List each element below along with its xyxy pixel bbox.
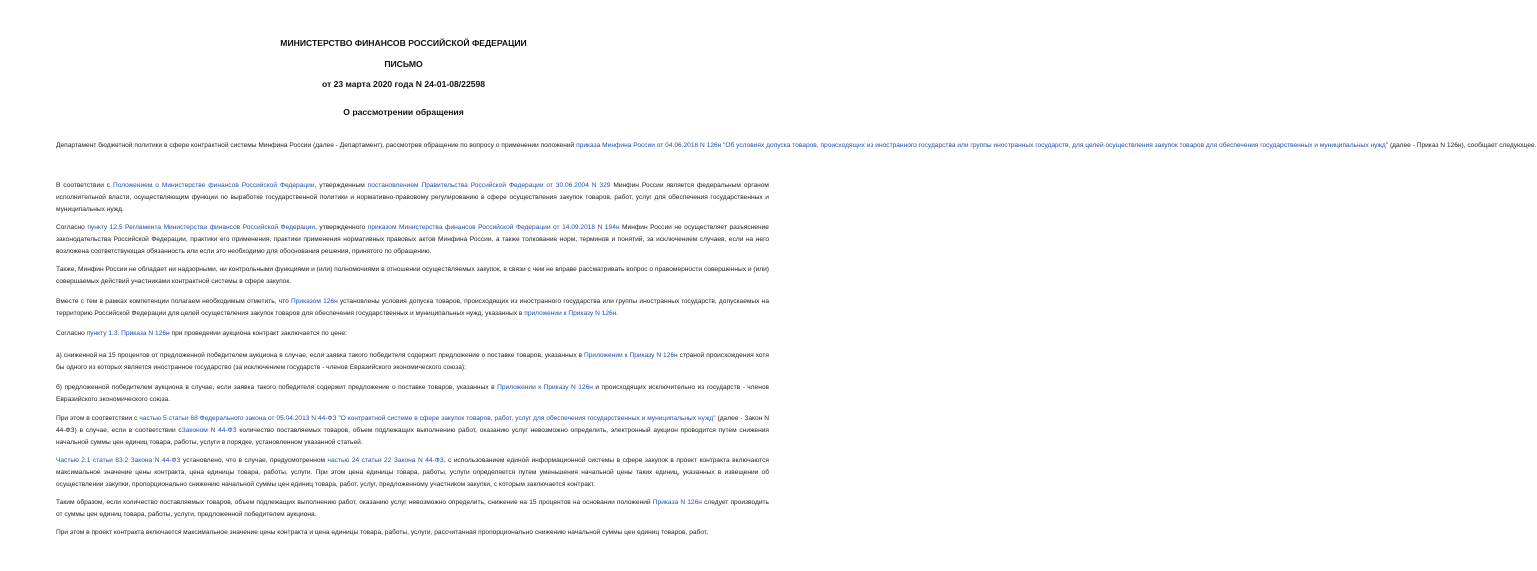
- paragraph-6: [38, 328, 769, 340]
- paragraph-8-text-b: и происходящих исключительно из государств - членов Евразийского экономического союза.: [56, 384, 770, 404]
- paragraph-3-text-b: , утвержденного: [315, 224, 366, 231]
- paragraph-4-text: Также, Минфин России не обладает ни надзорными, ни контрольными функциями и (или) полномочиями в отношении осуществляемых закупок, в связи с чем не вправе рассматривать вопрос о правомерности совершенных и (или) совершаемых действий участниками контрактной системы в сфере закупок.: [56, 266, 769, 286]
- paragraph-8: [38, 382, 769, 406]
- law-44fz-art22-link[interactable]: частью 24 статьи 22 Закона N 44-ФЗ: [327, 457, 444, 464]
- paragraph-5-text-a: Вместе с тем в рамках компетенции полагаем необходимым отметить, что: [56, 298, 289, 305]
- paragraph-7: [38, 350, 769, 374]
- paragraph-9-text-a: При этом в соответствии с: [56, 415, 138, 422]
- paragraph-7-text-b: страной происхождения хотя бы одного из которых является иностранное государство (за исключением государств - членов Евразийского экономического союза);: [56, 352, 769, 372]
- law-44fz-art83-2-link[interactable]: Частью 2.1 статьи 83.2 Закона N 44-ФЗ: [56, 457, 181, 464]
- order-126n-link[interactable]: приказа Минфина России от 04.06.2018 N 126н "Об условиях допуска товаров, происходящих из иностранного государства или группы иностранных государств, для целей осуществления закупок товаров для обеспечения государственных и муниципальных нужд": [576, 142, 1389, 149]
- paragraph-5-text-c: .: [616, 310, 619, 318]
- paragraph-11-text-a: Таким образом, если количество поставляемых товаров, объем подлежащих выполнению работ, оказанию услуг невозможно определить, снижение на 15 процентов на основании положений: [56, 499, 651, 506]
- document-type: ПИСЬМО: [384, 59, 423, 69]
- paragraph-3-text-a: Согласно: [56, 224, 85, 231]
- paragraph-1: [38, 140, 1537, 152]
- paragraph-4: [38, 264, 769, 288]
- document-date-number: от 23 марта 2020 года N 24-01-08/22598: [321, 79, 486, 89]
- paragraph-2: [38, 180, 769, 216]
- order-126n-appendix-link-2[interactable]: Приложении к Приказу N 126н: [584, 352, 678, 359]
- paragraph-10-text-b: , с использованием единой информационной системы в сфере закупок в проект контракта включаются максимальное значение цены контракта, цена единицы товара, работы, услуги. При этом цена единицы товара, работы, услуги определяется путем уменьшения начальной цены таких единиц, указанных в извещении об осуществлении закупки, пропорционально снижению начальной суммы цен единиц товара, работ, услуг, предложенному участником закупки, с которым заключается контракт.: [56, 457, 769, 489]
- paragraph-11: [38, 497, 769, 521]
- paragraph-6-text-b: при проведении аукциона контракт заключается по цене:: [171, 330, 348, 337]
- paragraph-2-text-c: Минфин России является федеральным органом исполнительной власти, осуществляющим функции по выработке государственной политики и нормативно-правовому регулированию в сфере осуществления закупок товаров, работ, услуг для обеспечения государственных и муниципальных нужд.: [56, 182, 769, 214]
- paragraph-2-text-a: В соответствии с: [56, 182, 111, 189]
- order-126n-link-2[interactable]: Приказа N 126н: [652, 499, 702, 506]
- paragraph-7-text-a: а) сниженной на 15 процентов от предложенной победителем аукциона в случае, если заявка такого победителя содержит предложение о поставке товаров, указанных в: [56, 352, 583, 359]
- paragraph-9: [38, 413, 769, 449]
- paragraph-3-text-c: Минфин России не осуществляет разъяснение законодательства Российской Федерации, практики его применения, практики применения нормативных правовых актов Минфина России, а также толкование норм, терминов и понятий, за исключением случаев, если на него возложена соответствующая обязанность или если это необходимо для обоснования решения, принятого по обращению.: [56, 224, 769, 256]
- paragraph-9-text-c: количество поставляемых товаров, объем подлежащих выполнению работ, оказанию услуг невозможно определить, электронный аукцион проводится путем снижения начальной суммы цен единиц товара, работы, услуги в порядке, установленном указанной статьей.: [56, 427, 769, 447]
- document-subject: О рассмотрении обращения: [343, 107, 464, 117]
- paragraph-12: [38, 527, 769, 539]
- paragraph-9-text-b: (далее - Закон N 44-ФЗ) в случае, если в соответствии с: [56, 415, 769, 435]
- ministry-title: МИНИСТЕРСТВО ФИНАНСОВ РОССИЙСКОЙ ФЕДЕРАЦИИ: [280, 38, 527, 48]
- order-126n-appendix-link-3[interactable]: Приложении к Приказу N 126н: [497, 384, 593, 391]
- order-194n-link[interactable]: приказом Министерства финансов Российской Федерации от 14.09.2018 N 194н: [367, 224, 620, 231]
- law-44fz-link[interactable]: Законом N 44-ФЗ: [181, 427, 237, 435]
- paragraph-1-text-a: Департамент бюджетной политики в сфере контрактной системы Минфина России (далее - Департамент), рассмотрев обращение по вопросу о применении положений: [56, 142, 575, 149]
- paragraph-5: [38, 296, 769, 320]
- paragraph-10: [38, 455, 769, 491]
- government-decree-329-link[interactable]: постановлением Правительства Российской Федерации от 30.06.2004 N 329: [367, 182, 611, 189]
- regulation-clause-12-5-link[interactable]: пункту 12.5 Регламента Министерства финансов Российской Федерации: [87, 224, 316, 231]
- paragraph-8-text-a: б) предложенной победителем аукциона в случае, если заявка такого победителя содержит предложение о поставке товаров, указанных в: [56, 384, 495, 391]
- paragraph-11-text-b: следует производить от суммы цен единиц товара, работы, услуги, предложенной победителем аукциона.: [56, 499, 769, 519]
- order-126n-short-link[interactable]: Приказом 126н: [290, 298, 338, 305]
- paragraph-3: [38, 222, 769, 258]
- paragraph-12-text: При этом в проект контракта включается максимальное значение цены контракта и цена единицы товара, работы, услуги, рассчитанная пропорционально снижению начальной суммы цен единиц товаров, работ,: [56, 529, 708, 536]
- order-126n-clause-1-3-link[interactable]: пункту 1.3. Приказа N 126н: [86, 330, 170, 337]
- law-44fz-art68-link[interactable]: частью 5 статьи 68 Федерального закона от 05.04.2013 N 44-ФЗ "О контрактной системе в сфере закупок товаров, работ, услуг для обеспечения государственных и муниципальных нужд": [139, 415, 716, 422]
- ministry-regulation-link[interactable]: Положением о Министерстве финансов Российской Федерации: [113, 182, 315, 189]
- order-126n-appendix-link[interactable]: приложении к Приказу N 126н: [524, 310, 617, 318]
- paragraph-5-text-b: установлены условия допуска товаров, происходящих из иностранного государства или группы иностранных государств, допускаемых на территорию Российской Федерации для целей осуществления закупок товаров для обеспечения государственных и муниципальных нужд, указанных в: [56, 298, 769, 318]
- paragraph-2-text-b: , утвержденным: [314, 182, 365, 189]
- paragraph-1-text-b: (далее - Приказ N 126н), сообщает следующее.: [1389, 142, 1537, 149]
- paragraph-6-text-a: Согласно: [56, 330, 85, 337]
- paragraph-10-text-a: установлено, что в случае, предусмотренном: [183, 457, 326, 464]
